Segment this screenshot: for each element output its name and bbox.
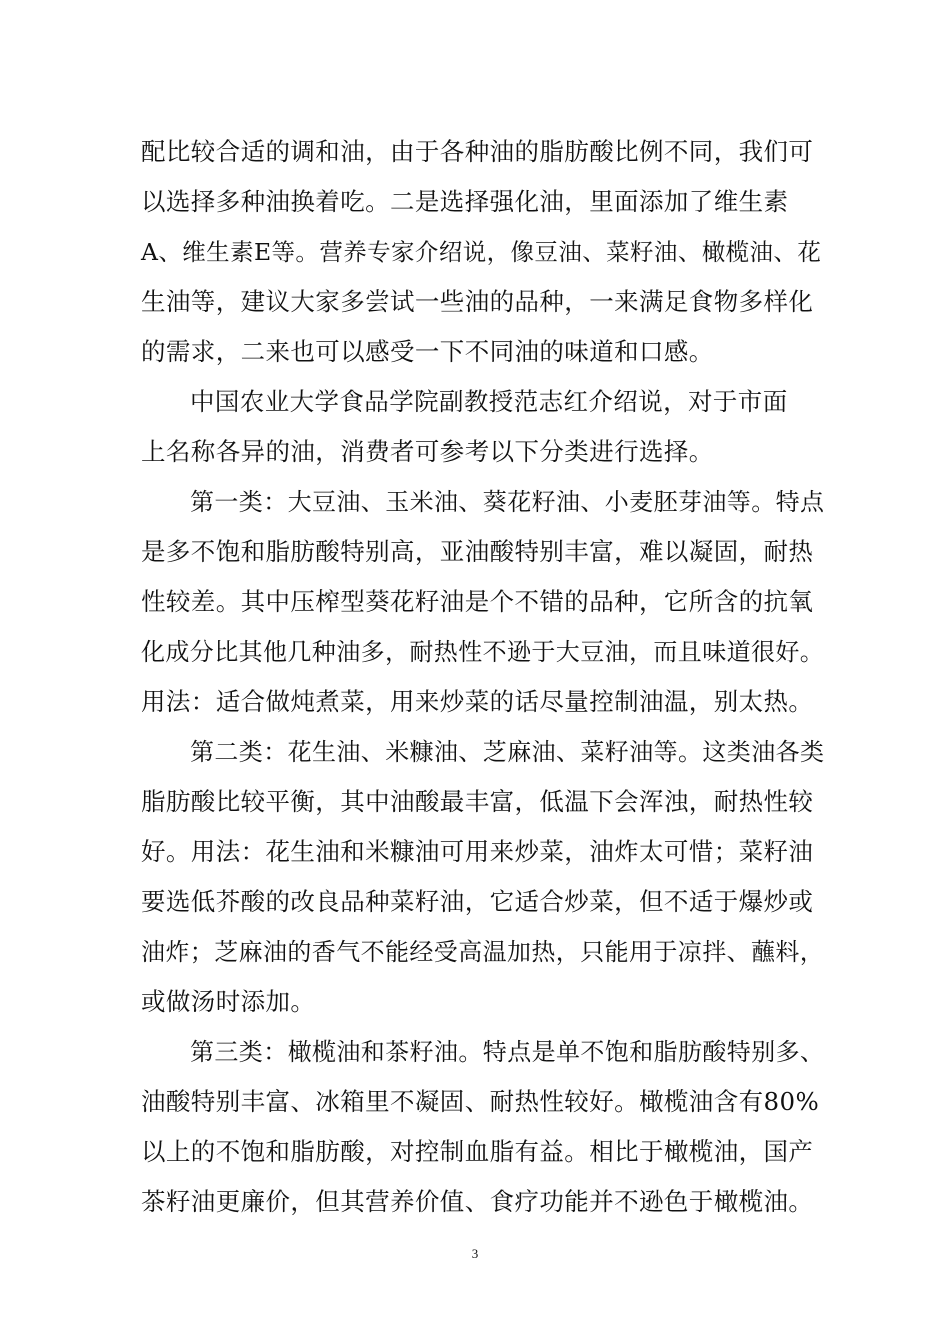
- text-line: A、维生素E等。营养专家介绍说，像豆油、菜籽油、橄榄油、花: [141, 238, 822, 266]
- text-line: 以选择多种油换着吃。二是选择强化油，里面添加了维生素: [141, 187, 789, 216]
- page-number: 3: [471, 1246, 479, 1261]
- text-line: 茶籽油更廉价，但其营养价值、食疗功能并不逊色于橄榄油。: [141, 1187, 814, 1216]
- text-line: 脂肪酸比较平衡，其中油酸最丰富，低温下会浑浊，耐热性较: [141, 787, 814, 816]
- text-line: 用法：适合做炖煮菜，用来炒菜的话尽量控制油温，别太热。: [141, 687, 814, 716]
- paragraph-first-line: 第三类：橄榄油和茶籽油。特点是单不饱和脂肪酸特别多、: [190, 1038, 825, 1066]
- text-line: 或做汤时添加。: [141, 987, 316, 1016]
- text-line: 的需求，二来也可以感受一下不同油的味道和口感。: [141, 337, 714, 366]
- text-line: 要选低芥酸的改良品种菜籽油，它适合炒菜，但不适于爆炒或: [141, 887, 814, 916]
- text-line: 上名称各异的油，消费者可参考以下分类进行选择。: [141, 437, 714, 466]
- text-line: 以上的不饱和脂肪酸，对控制血脂有益。相比于橄榄油，国产: [141, 1137, 814, 1166]
- text-line: 油炸；芝麻油的香气不能经受高温加热，只能用于凉拌、蘸料，: [141, 938, 825, 966]
- text-line: 性较差。其中压榨型葵花籽油是个不错的品种，它所含的抗氧: [141, 587, 814, 616]
- text-line: 油酸特别丰富、冰箱里不凝固、耐热性较好。橄榄油含有80%: [141, 1087, 820, 1116]
- paragraph-first-line: 中国农业大学食品学院副教授范志红介绍说，对于市面: [190, 387, 788, 416]
- paragraph-first-line: 第一类：大豆油、玉米油、葵花籽油、小麦胚芽油等。特点: [190, 488, 825, 516]
- text-line: 化成分比其他几种油多，耐热性不逊于大豆油，而且味道很好。: [141, 638, 825, 666]
- text-line: 生油等，建议大家多尝试一些油的品种，一来满足食物多样化: [141, 287, 814, 316]
- text-line: 好。用法：花生油和米糠油可用来炒菜，油炸太可惜；菜籽油: [141, 837, 814, 866]
- text-line: 配比较合适的调和油，由于各种油的脂肪酸比例不同，我们可: [141, 137, 814, 166]
- paragraph-first-line: 第二类：花生油、米糠油、芝麻油、菜籽油等。这类油各类: [190, 738, 825, 766]
- text-line: 是多不饱和脂肪酸特别高，亚油酸特别丰富，难以凝固，耐热: [141, 537, 814, 566]
